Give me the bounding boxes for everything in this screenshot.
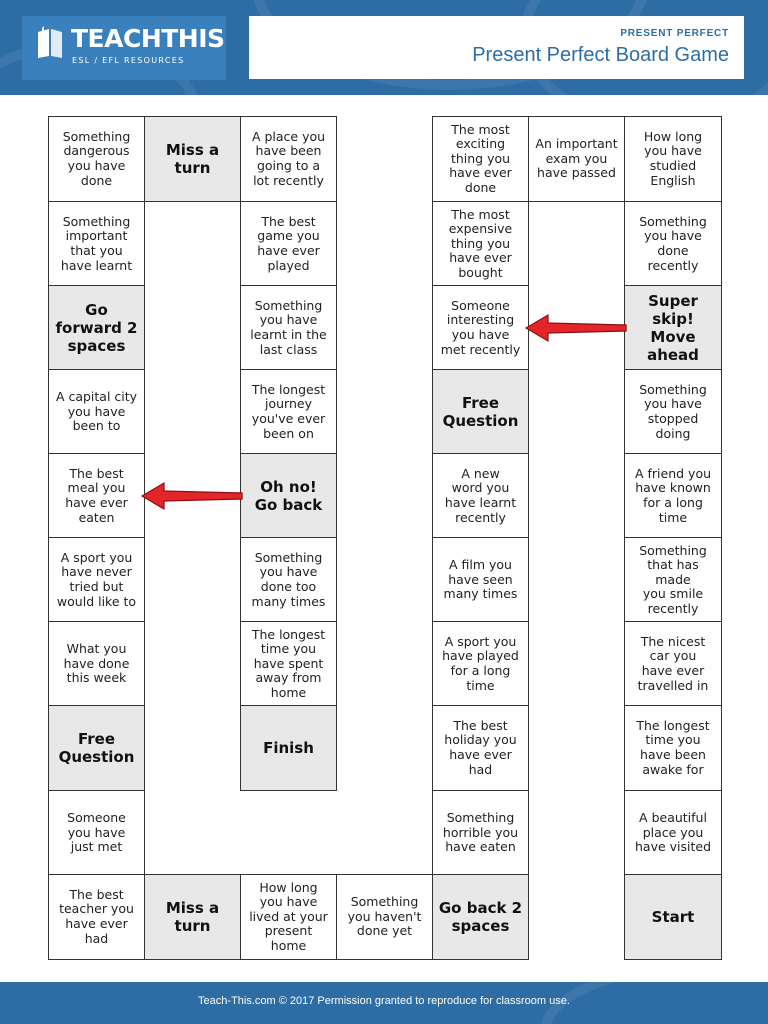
- board-square: Something horrible you have eaten: [432, 790, 529, 876]
- board-square: Something important that you have learnt: [48, 201, 145, 287]
- board-square: The longest journey you've ever been on: [240, 369, 337, 455]
- arrow-left-icon: [140, 481, 244, 511]
- board-square: A capital city you have been to: [48, 369, 145, 455]
- board-square: A beautiful place you have visited: [624, 790, 722, 876]
- board-square-action: Miss a turn: [144, 874, 241, 960]
- board-square-action: Finish: [240, 705, 337, 791]
- board-square: A place you have been going to a lot recently: [240, 116, 337, 202]
- board-square: Something that has made you smile recently: [624, 537, 722, 623]
- board-square-action: Go back 2 spaces: [432, 874, 529, 960]
- board-square: Someone you have just met: [48, 790, 145, 876]
- board-square: Something you have done recently: [624, 201, 722, 287]
- arrow-left-icon: [524, 313, 628, 343]
- board-square-action: Oh no! Go back: [240, 453, 337, 539]
- board-square: How long you have studied English: [624, 116, 722, 202]
- board-square: A new word you have learnt recently: [432, 453, 529, 539]
- board-square-action: Super skip! Move ahead: [624, 285, 722, 371]
- board-square: What you have done this week: [48, 621, 145, 707]
- board-square: An important exam you have passed: [528, 116, 625, 202]
- logo-tagline: ESL / EFL RESOURCES: [72, 56, 185, 65]
- board-square: A film you have seen many times: [432, 537, 529, 623]
- board-square: The best teacher you have ever had: [48, 874, 145, 960]
- copyright-notice: Teach-This.com © 2017 Permission granted to reproduce for classroom use.: [198, 995, 570, 1007]
- board-square: The nicest car you have ever travelled in: [624, 621, 722, 707]
- board-square: Something you have done too many times: [240, 537, 337, 623]
- board-square: The best holiday you have ever had: [432, 705, 529, 791]
- page-title: Present Perfect Board Game: [472, 44, 729, 66]
- board-square: A sport you have played for a long time: [432, 621, 529, 707]
- footer-banner: [0, 982, 768, 1024]
- board-square-action: Free Question: [48, 705, 145, 791]
- board-square: Something dangerous you have done: [48, 116, 145, 202]
- board-square: How long you have lived at your present home: [240, 874, 337, 960]
- board-square: Something you haven't done yet: [336, 874, 433, 960]
- board-square: The longest time you have been awake for: [624, 705, 722, 791]
- board-square-action: Start: [624, 874, 722, 960]
- board-square: A friend you have known for a long time: [624, 453, 722, 539]
- board-square-action: Go forward 2 spaces: [48, 285, 145, 371]
- board-square: Something you have learnt in the last class: [240, 285, 337, 371]
- board-square: The best meal you have ever eaten: [48, 453, 145, 539]
- board-square: The best game you have ever played: [240, 201, 337, 287]
- logo-name: TEACHTHIS: [71, 24, 225, 53]
- board-square: The most expensive thing you have ever bought: [432, 201, 529, 287]
- board-square: A sport you have never tried but would like to: [48, 537, 145, 623]
- board-square-action: Free Question: [432, 369, 529, 455]
- board-square: The most exciting thing you have ever done: [432, 116, 529, 202]
- board-square-action: Miss a turn: [144, 116, 241, 202]
- board-square: Something you have stopped doing: [624, 369, 722, 455]
- board-square: Someone interesting you have met recently: [432, 285, 529, 371]
- board-square: The longest time you have spent away from home: [240, 621, 337, 707]
- worksheet-topic: PRESENT PERFECT: [620, 28, 729, 39]
